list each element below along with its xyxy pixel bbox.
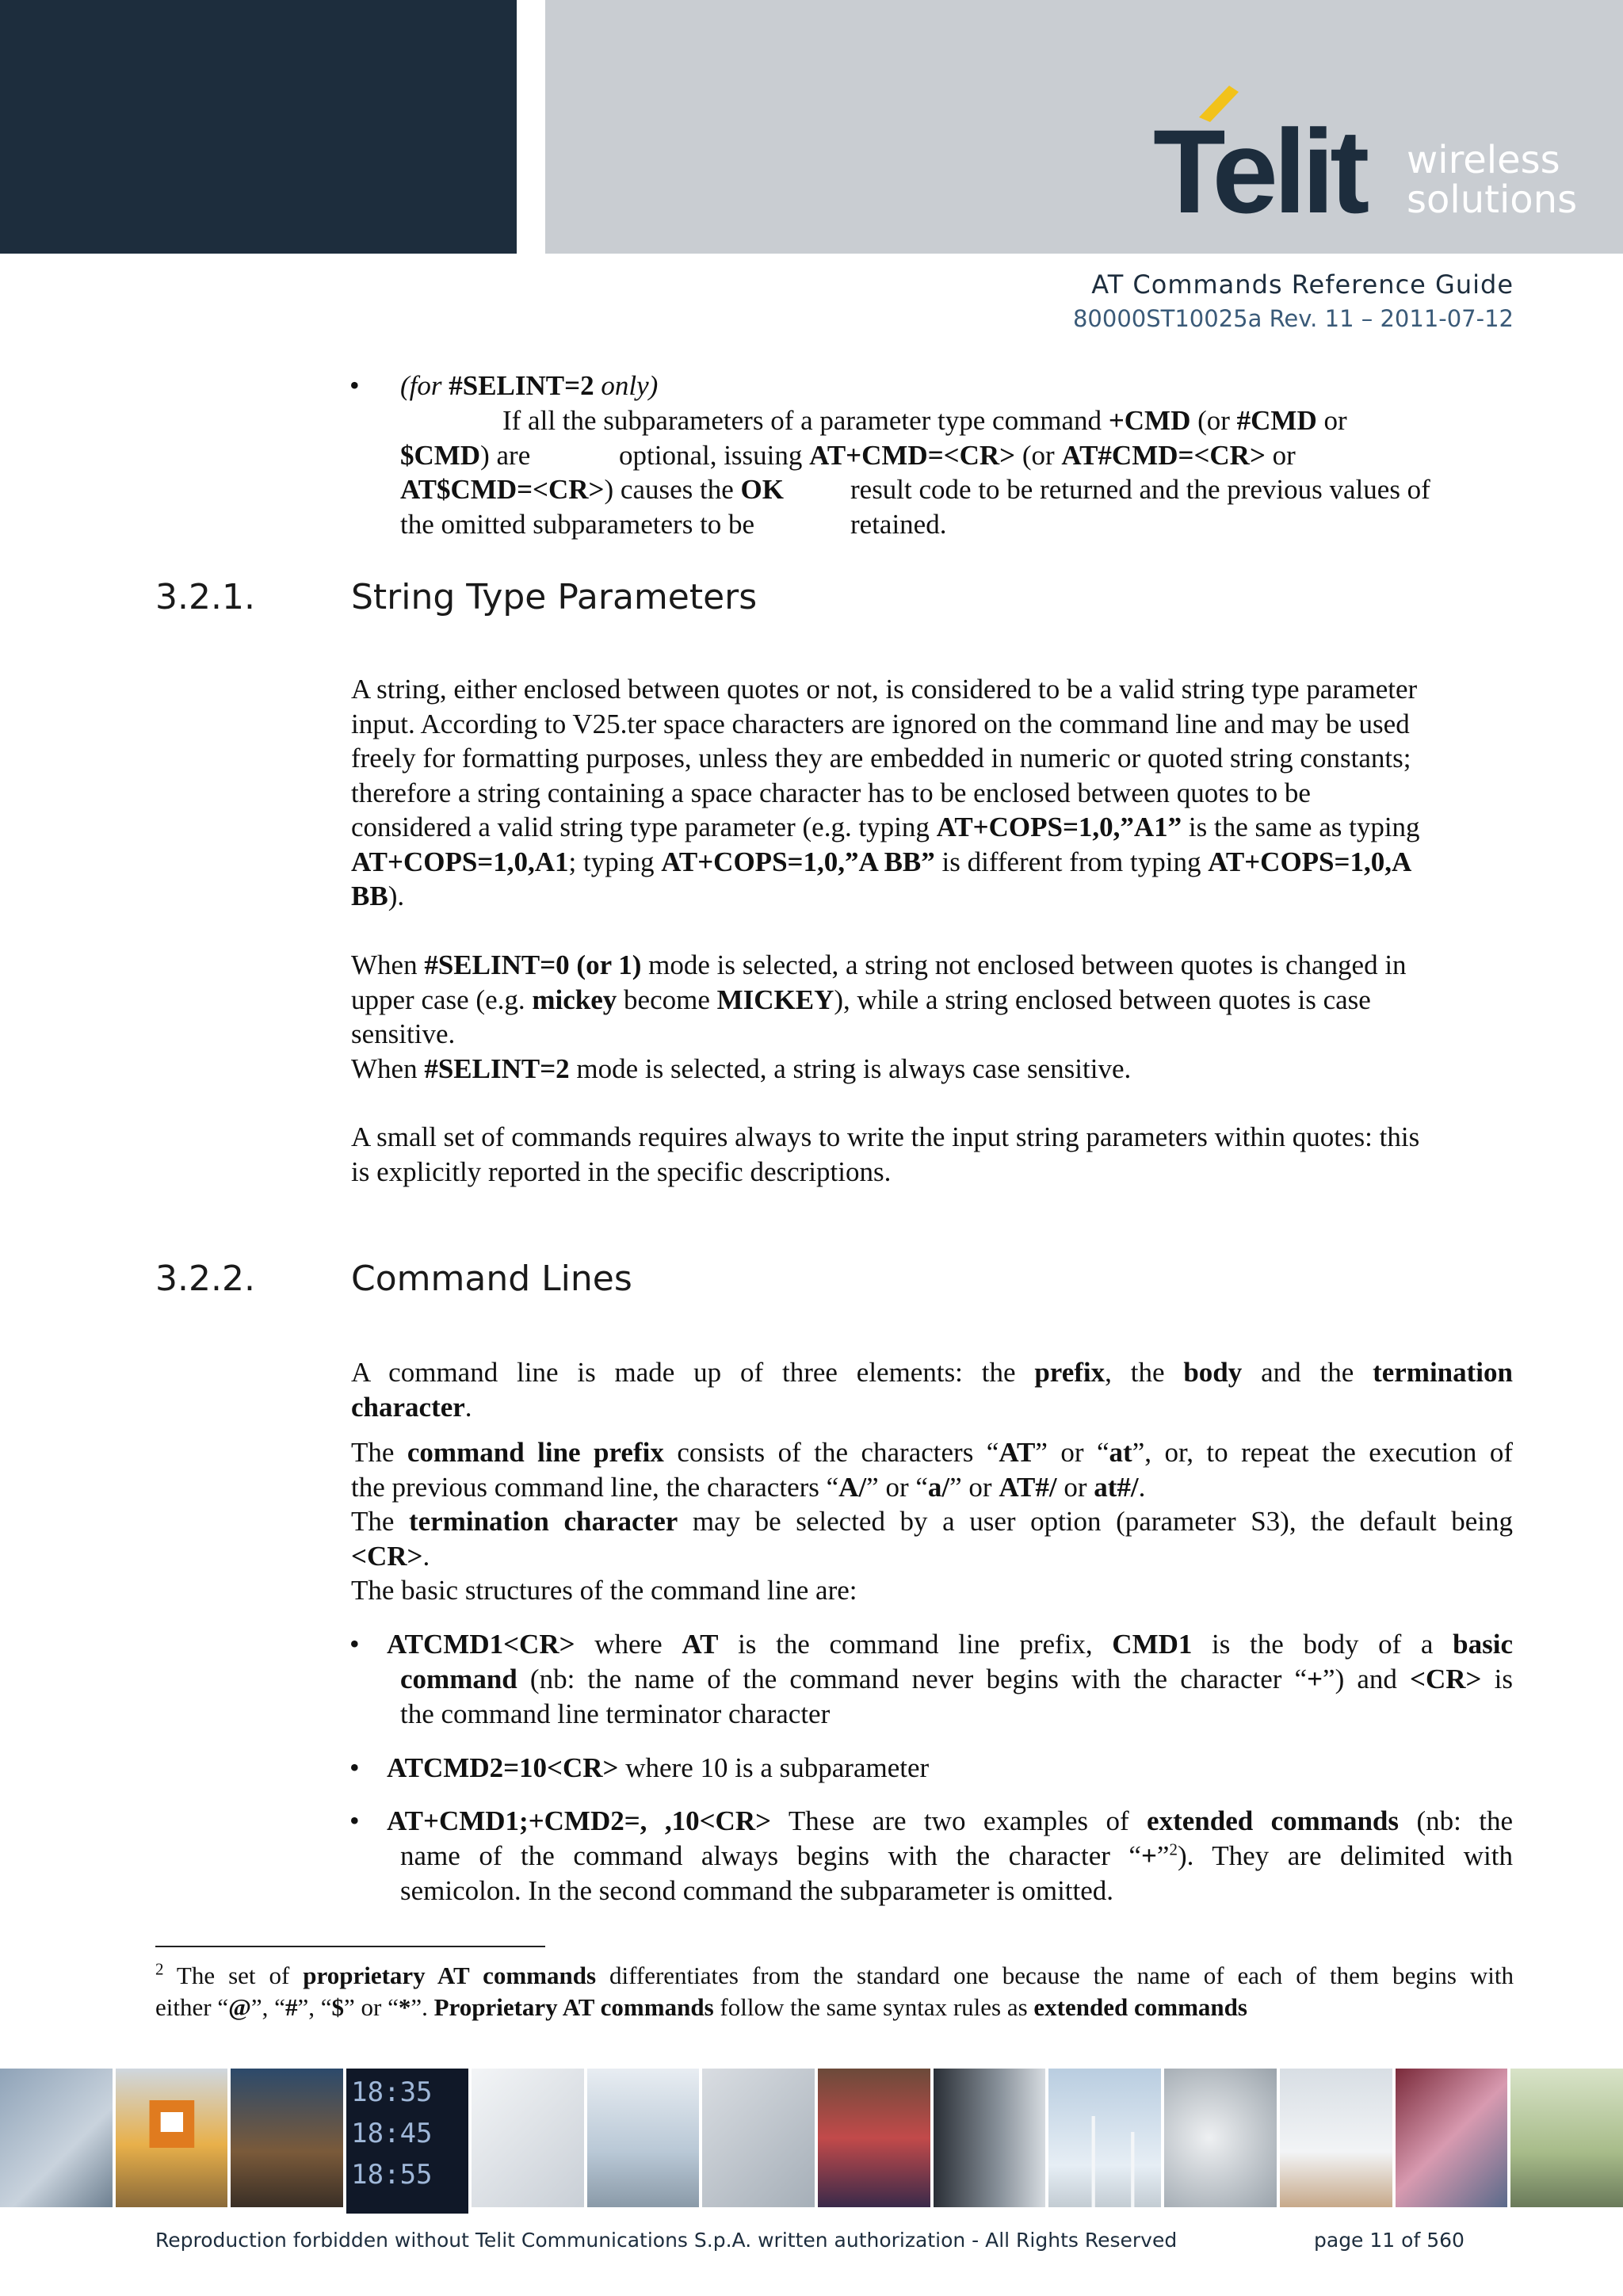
photo-tile-wind-turbines: [1048, 2069, 1164, 2207]
section-number-321: 3.2.1.: [155, 577, 255, 617]
telit-logo: [1153, 86, 1585, 220]
photo-tile-camera: [1510, 2069, 1623, 2207]
bullet-atcmd2: ATCMD2=10<CR> where 10 is a subparameter: [387, 1752, 930, 1783]
bullet-marker: •: [349, 1805, 360, 1836]
page-number: page 11 of 560: [1314, 2229, 1465, 2252]
paragraph-string-types: A string, either enclosed between quotes or not, is considered to be a valid string type parameter input. According to V25.ter space characters are ignored on the command line and may be used freely for formatting purposes, unless they are embedded in numeric or quoted string constants; therefore a string containing a space character has to be enclosed between quotes to be considered a valid string type parameter (e.g. typing AT+COPS=1,0,”A1” is the same as typing AT+COPS=1,0,A1; typing AT+COPS=1,0,”A BB” is different from typing AT+COPS=1,0,A BB).: [351, 674, 1420, 911]
photo-tile-clock: [346, 2069, 472, 2214]
bullet-marker: •: [349, 1628, 360, 1660]
photo-tile-containers: [231, 2069, 346, 2207]
section-title-string-type-parameters: String Type Parameters: [351, 577, 758, 617]
document-revision: 80000ST10025a Rev. 11 – 2011-07-12: [1072, 305, 1514, 332]
paragraph-prefix-termination: The command line prefix consists of the characters “AT” or “at”, or, to repeat the execution of the previous command line, the characters “A/” or “a/” or AT#/ or at#/. The termination character may be selected by a user option (parameter S3), the default being <CR>. The basic structures of the command line are:: [351, 1437, 1513, 1606]
intro-line-4a: the omitted subparameters to be: [400, 509, 755, 540]
section-number-322: 3.2.2.: [155, 1259, 255, 1299]
document-title: AT Commands Reference Guide: [1091, 269, 1514, 300]
intro-line-2a: $CMD) are: [400, 440, 531, 471]
photo-tile-cyclist: [587, 2069, 703, 2207]
logo-word: Telit: [1153, 105, 1365, 220]
bullet-atcmd1: ATCMD1<CR> where AT is the command line prefix, CMD1 is the body of a basic: [387, 1629, 1513, 1660]
bullet-extended-cont: name of the command always begins with the character “+”$^2$). They are delimited with semicolon. In the second command the subparameter is omitted.: [400, 1839, 1513, 1906]
photo-tile-train: [1396, 2069, 1511, 2207]
paragraph-quotes-required: A small set of commands requires always to write the input string parameters within quotes: this is explicitly reported in the specific descriptions.: [351, 1121, 1420, 1187]
intro-line-3a: AT$CMD=<CR>) causes the OK: [400, 474, 784, 505]
footer-photo-strip: [0, 2069, 1623, 2207]
paragraph-command-line-elements: A command line is made up of three elements: the prefix, the body and the termination character.: [351, 1357, 1513, 1423]
phone-icon: [116, 2069, 228, 2207]
intro-line-2b: optional, issuing AT+CMD=<CR> (or AT#CMD=<CR> or: [619, 440, 1296, 471]
footnote: $^2$ The set of proprietary AT commands differentiates from the standard one because the name of each of them begins with either “@”, “#”, “$” or “*”. Proprietary AT commands follow the same syntax rules as extended commands: [155, 1959, 1514, 2021]
wind-turbine-icon: [1048, 2069, 1161, 2207]
photo-tile-phone: [116, 2069, 231, 2207]
photo-tile: [0, 2069, 116, 2207]
logo-tagline-2: solutions: [1407, 178, 1578, 220]
footer-reproduction-notice: Reproduction forbidden without Telit Communications S.p.A. written authorization - All Rights Reserved: [155, 2229, 1178, 2252]
bullet-marker: •: [349, 1752, 360, 1783]
header-dark-panel: [0, 0, 517, 254]
photo-tile-card: [702, 2069, 818, 2207]
logo-tagline-1: wireless: [1407, 138, 1560, 182]
paragraph-selint-case: When #SELINT=0 (or 1) mode is selected, a string not enclosed between quotes is changed in upper case (e.g. mickey become MICKEY), while a string enclosed between quotes is case sensitive. When #SELINT=2 mode is selected, a string is always case sensitive.: [351, 949, 1407, 1084]
bullet-marker: •: [349, 369, 360, 401]
photo-tile-keyboard: [472, 2069, 587, 2207]
bullet-extended: AT+CMD1;+CMD2=, ,10<CR> These are two examples of extended commands (nb: the: [387, 1805, 1514, 1836]
intro-line-1: If all the subparameters of a parameter type command +CMD (or #CMD or: [502, 405, 1347, 436]
intro-line-4b: retained.: [850, 509, 947, 540]
photo-tile-shelves: [818, 2069, 934, 2207]
photo-tile-device: [934, 2069, 1049, 2207]
photo-tile-pylon: [1280, 2069, 1396, 2207]
section-title-command-lines: Command Lines: [351, 1259, 632, 1299]
intro-title: (for #SELINT=2 only): [400, 370, 659, 401]
footnote-rule: [155, 1946, 545, 1947]
bullet-atcmd1-cont: command (nb: the name of the command never begins with the character “+”) and <CR> is the command line terminator character: [400, 1664, 1513, 1729]
intro-line-3b: result code to be returned and the previous values of: [850, 474, 1430, 505]
photo-tile-meter: [1164, 2069, 1280, 2207]
clock-readout: 18:35 18:45 18:55: [351, 2076, 433, 2191]
